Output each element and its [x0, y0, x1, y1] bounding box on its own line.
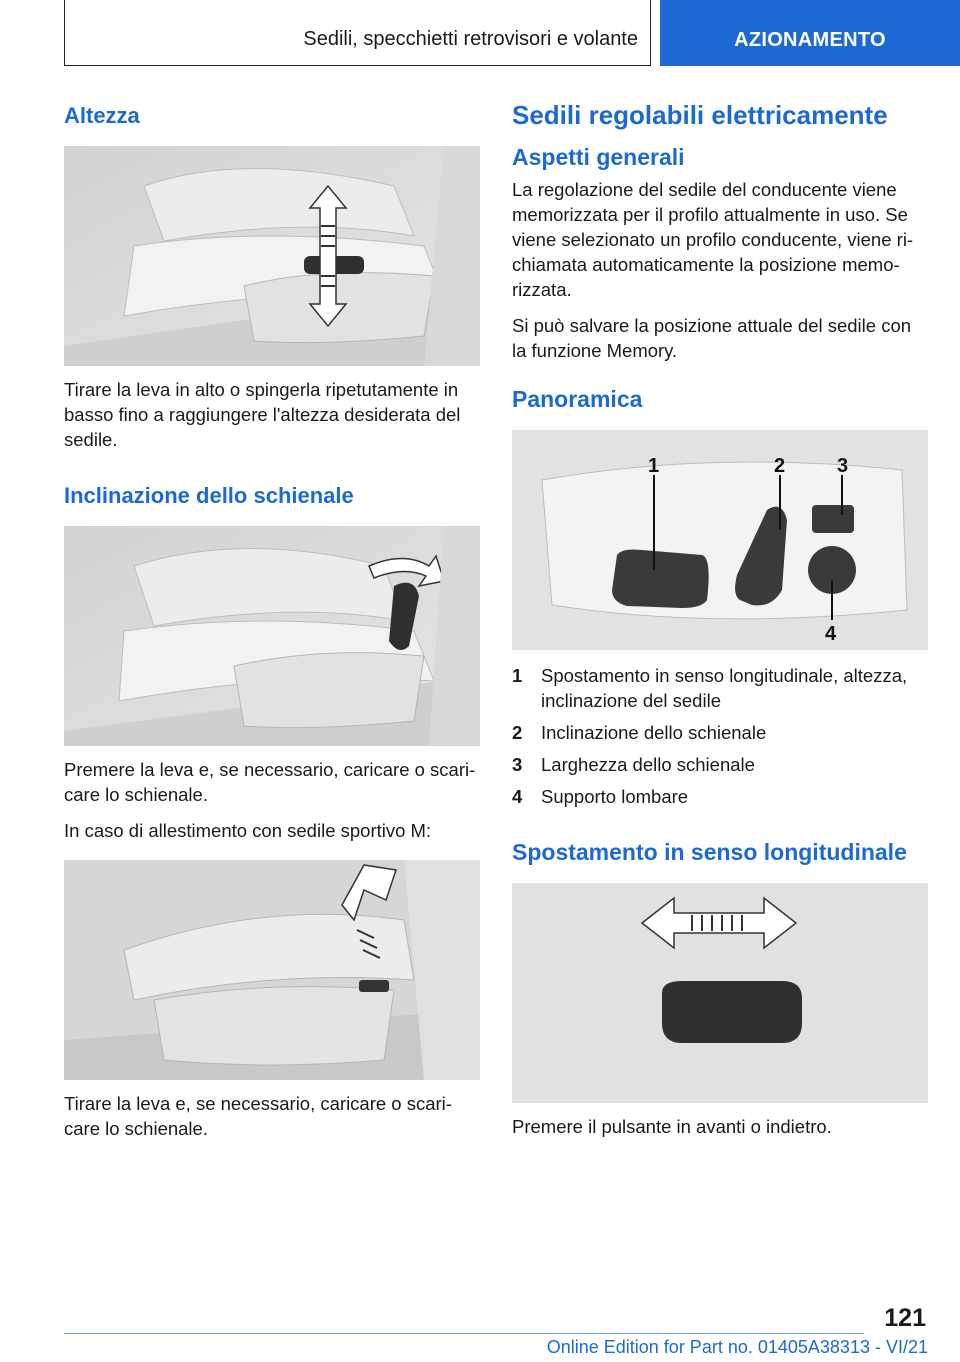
right-column	[512, 100, 928, 1139]
heading-aspetti-generali: Aspetti generali	[512, 144, 685, 170]
text-aspetti-2: Si può salvare la posizione attuale del sedile con la funzione Memory.	[512, 315, 912, 361]
legend-text: Inclinazione dello schienale	[541, 722, 767, 743]
legend-num: 2	[512, 722, 523, 743]
legend-list	[512, 663, 928, 809]
text-altezza: Tirare la leva in alto o spingerla ripetutamente in basso fino a raggiungere l'altezza desiderata del sedile.	[64, 379, 461, 450]
chapter-tab[interactable]	[660, 0, 960, 66]
callout-1: 1	[648, 455, 660, 477]
legend-item	[512, 752, 928, 777]
footer-edition: Online Edition for Part no. 01405A38313 - VI/21	[546, 1337, 928, 1357]
header-left-rule	[64, 0, 65, 66]
image-sport-seat-lever	[64, 860, 480, 1080]
legend-item	[512, 663, 928, 713]
text-inclinazione-3: Tirare la leva e, se necessario, caricare o scari-care lo schienale.	[64, 1093, 452, 1139]
footer-rule	[64, 1333, 864, 1334]
heading-spostamento-longitudinale: Spostamento in senso longitudinale	[512, 839, 907, 865]
image-seat-height	[64, 146, 480, 366]
page-number: 121	[884, 1304, 926, 1332]
image-backrest-lever	[64, 526, 480, 746]
legend-item	[512, 784, 928, 809]
legend-num: 3	[512, 754, 523, 775]
section-title: Sedili, specchietti retrovisori e volante	[303, 28, 638, 50]
heading-inclinazione: Inclinazione dello schienale	[64, 483, 354, 508]
legend-num: 1	[512, 665, 523, 686]
image-longitudinal-button	[512, 883, 928, 1103]
legend-item	[512, 720, 928, 745]
legend-text: Larghezza dello schienale	[541, 754, 755, 775]
callout-2: 2	[774, 455, 786, 477]
left-column	[64, 100, 480, 1141]
header-bottom-rule	[64, 65, 650, 66]
image-seat-controls-overview	[512, 430, 928, 650]
legend-num: 4	[512, 786, 523, 807]
legend-text: Spostamento in senso longitudinale, altezza, inclinazione del sedile	[541, 665, 908, 711]
heading-altezza: Altezza	[64, 103, 140, 128]
callout-3: 3	[837, 455, 849, 477]
text-spostamento: Premere il pulsante in avanti o indietro.	[512, 1116, 832, 1137]
legend-text: Supporto lombare	[541, 786, 689, 807]
callout-4: 4	[825, 623, 837, 645]
text-aspetti-1: La regolazione del sedile del conducente viene memorizzata per il profilo attualmente in uso. Se viene selezionato un profilo conducente, viene ri-chiamata automaticamente la posizione memo-rizzata.	[512, 179, 914, 300]
header-divider	[650, 0, 651, 66]
text-inclinazione-1: Premere la leva e, se necessario, caricare o scari-care lo schienale.	[64, 759, 476, 805]
heading-sedili-elettrici: Sedili regolabili elettricamente	[512, 100, 888, 130]
text-inclinazione-2: In caso di allestimento con sedile sportivo M:	[64, 820, 432, 841]
chapter-tab-label: AZIONAMENTO	[734, 29, 886, 51]
heading-panoramica: Panoramica	[512, 386, 643, 412]
